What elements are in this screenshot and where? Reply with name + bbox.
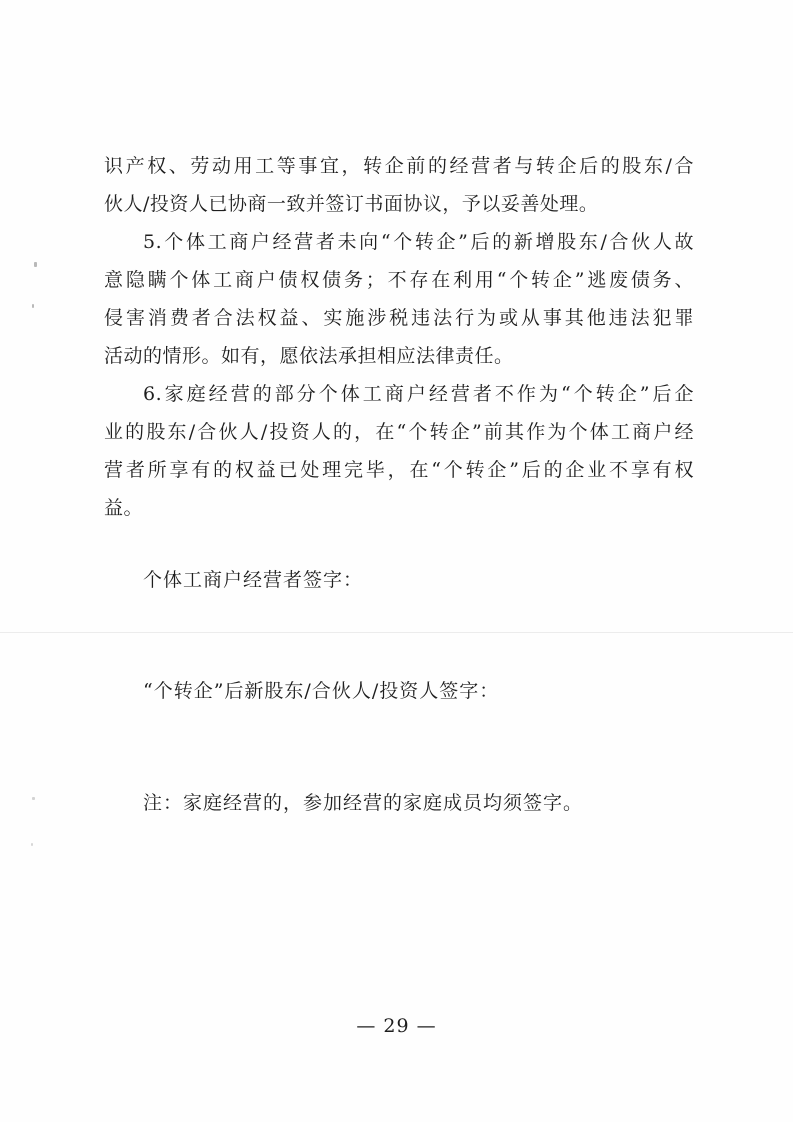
scan-speck [31, 843, 33, 846]
body-line: 识产权、劳动用工等事宜，转企前的经营者与转企后的股东/合 [104, 155, 694, 177]
clause-6-line: 益。 [104, 497, 144, 519]
scan-speck [32, 797, 35, 800]
clause-6-line: 业的股东/合伙人/投资人的，在“个转企”前其作为个体工商户经 [104, 421, 694, 443]
owner-signature-label: 个体工商户经营者签字： [143, 569, 364, 591]
clause-5-line: 侵害消费者合法权益、实施涉税违法行为或从事其他违法犯罪 [104, 307, 694, 329]
clause-5-line: 意隐瞒个体工商户债权债务；不存在利用“个转企”逃废债务、 [104, 269, 694, 291]
clause-6-line: 6.家庭经营的部分个体工商户经营者不作为“个转企”后企 [143, 383, 694, 405]
body-line: 伙人/投资人已协商一致并签订书面协议，予以妥善处理。 [104, 193, 599, 215]
scan-speck [32, 304, 34, 308]
clause-5-line: 5.个体工商户经营者未向“个转企”后的新增股东/合伙人故 [143, 231, 694, 253]
page-number: — 29 — [356, 1015, 437, 1037]
clause-5-line: 活动的情形。如有，愿依法承担相应法律责任。 [104, 345, 514, 367]
signature-note: 注：家庭经营的，参加经营的家庭成员均须签字。 [143, 792, 584, 814]
scan-speck [34, 262, 37, 267]
scan-fold-line [0, 632, 793, 633]
clause-6-line: 营者所享有的权益已处理完毕，在“个转企”后的企业不享有权 [104, 459, 694, 481]
new-holder-signature-label: “个转企”后新股东/合伙人/投资人签字： [143, 680, 500, 702]
